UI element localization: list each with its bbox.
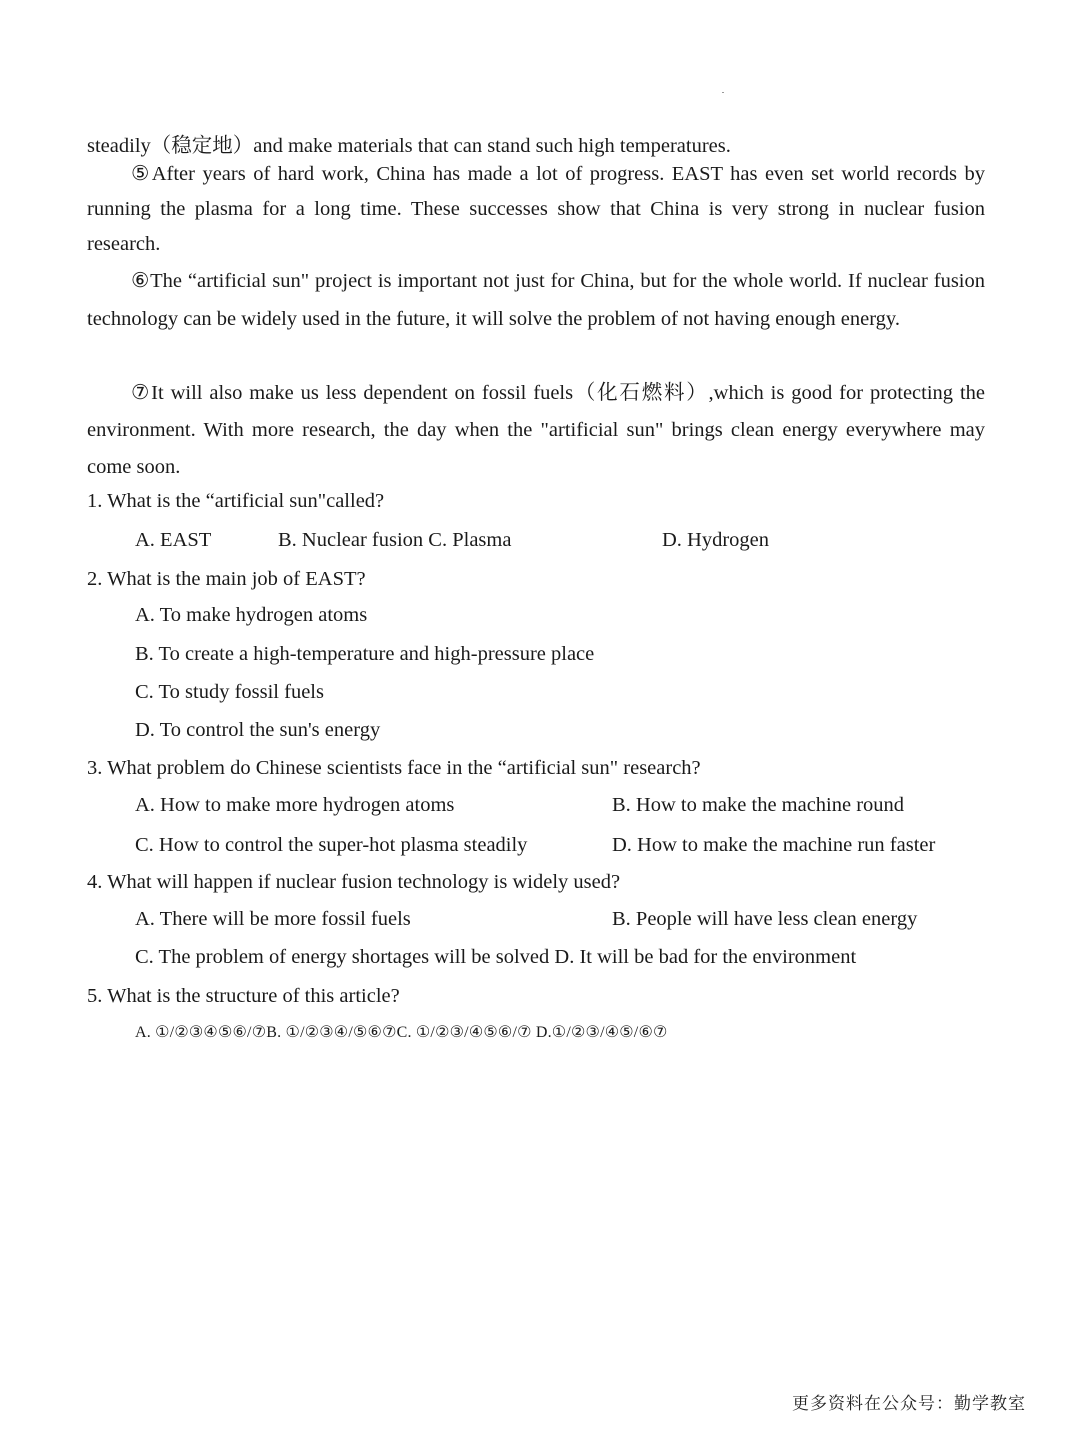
question-2-option-a[interactable]: A. To make hydrogen atoms	[135, 604, 368, 626]
question-3-option-d[interactable]: D. How to make the machine run faster	[612, 834, 936, 856]
question-3-option-c[interactable]: C. How to control the super-hot plasma steadily	[135, 834, 528, 856]
question-4-stem: 4. What will happen if nuclear fusion technology is widely used?	[87, 871, 621, 893]
question-2-option-b[interactable]: B. To create a high-temperature and high-pressure place	[135, 643, 595, 665]
question-1-option-a[interactable]: A. EAST	[135, 529, 212, 551]
paragraph-5: ⑤After years of hard work, China has made a lot of progress. EAST has even set world records by running the plasma for a long time. These successes show that China is very strong in nuclear fusion research.	[87, 163, 985, 255]
question-2-option-d[interactable]: D. To control the sun's energy	[135, 719, 381, 741]
question-5-options[interactable]: A. ①/②③④⑤⑥/⑦B. ①/②③④/⑤⑥⑦C. ①/②③/④⑤⑥/⑦ D.①/②③/④⑤/⑥⑦	[135, 1024, 668, 1041]
question-5-stem: 5. What is the structure of this article?	[87, 985, 400, 1007]
question-4-option-b[interactable]: B. People will have less clean energy	[612, 908, 918, 930]
question-1-stem: 1. What is the “artificial sun"called?	[87, 490, 385, 512]
question-4-option-a[interactable]: A. There will be more fossil fuels	[135, 908, 411, 930]
question-3-stem: 3. What problem do Chinese scientists face in the “artificial sun" research?	[87, 757, 701, 779]
question-1-option-bc[interactable]: B. Nuclear fusion C. Plasma	[278, 529, 512, 551]
question-2-stem: 2. What is the main job of EAST?	[87, 568, 366, 590]
footer-watermark: 更多资料在公众号：勤学教室	[792, 1394, 1026, 1414]
question-3-option-b[interactable]: B. How to make the machine round	[612, 794, 905, 816]
question-1-option-d[interactable]: D. Hydrogen	[662, 529, 770, 551]
question-3-option-a[interactable]: A. How to make more hydrogen atoms	[135, 794, 455, 816]
paragraph-6: ⑥The “artificial sun" project is important not just for China, but for the whole world. If nuclear fusion technology can be widely used in the future, it will solve the problem of not having enough energy.	[87, 270, 985, 330]
passage-continuation: steadily（稳定地）and make materials that can stand such high temperatures.	[87, 135, 731, 157]
paragraph-7: ⑦It will also make us less dependent on fossil fuels（化石燃料）,which is good for protecting the environment. With more research, the day when the "artificial sun" brings clean energy everywhere may come soon.	[87, 382, 985, 478]
question-4-option-cd[interactable]: C. The problem of energy shortages will be solved D. It will be bad for the environment	[135, 946, 857, 968]
question-2-option-c[interactable]: C. To study fossil fuels	[135, 681, 324, 703]
scan-speck	[722, 92, 724, 93]
